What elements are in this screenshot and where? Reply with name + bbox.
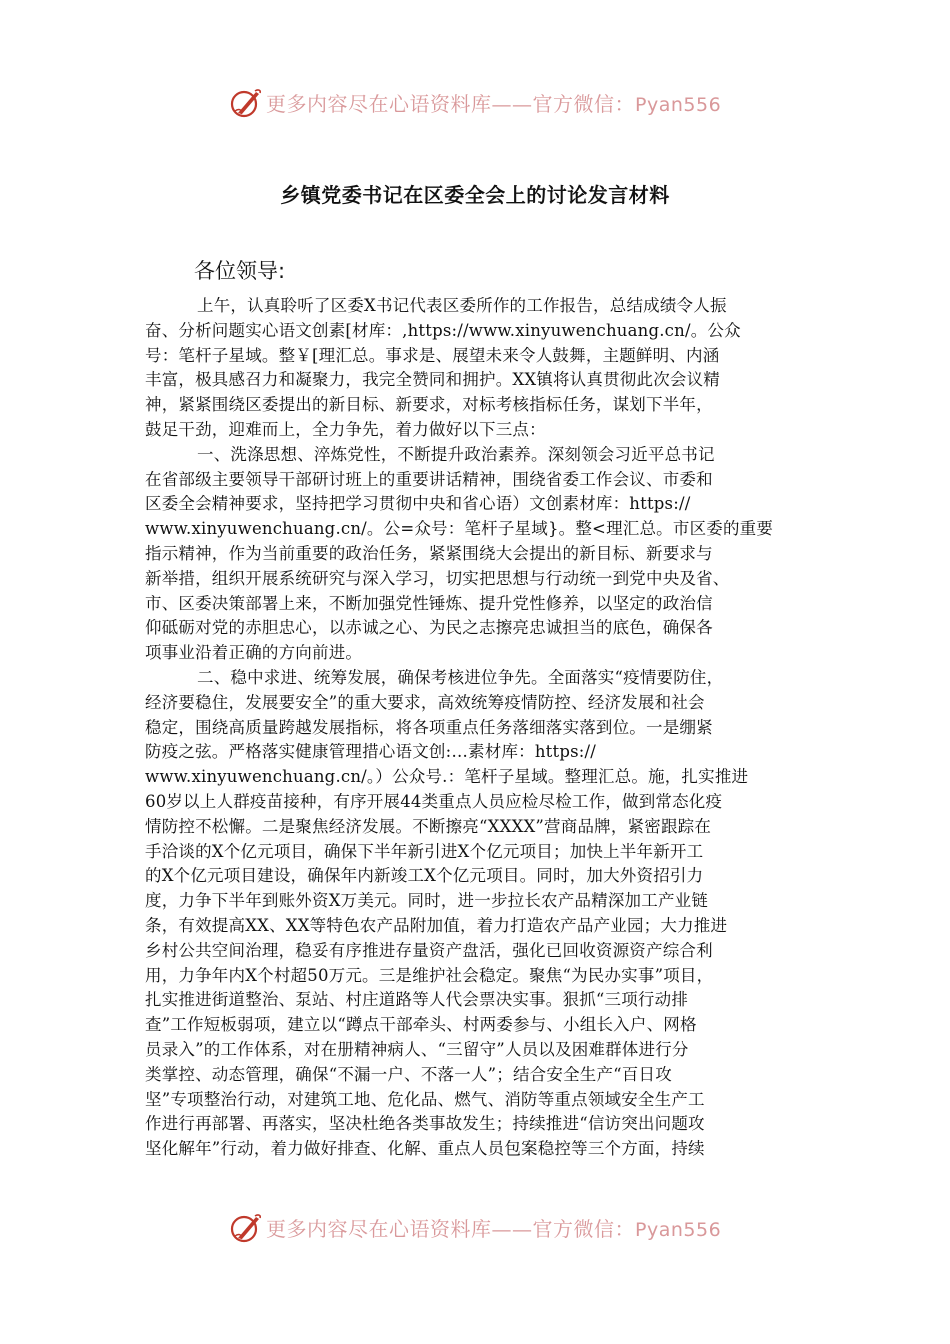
quill-pen-circle-icon <box>229 86 263 120</box>
footer-banner-wechat-label: 官方微信： <box>532 1217 635 1241</box>
body-line: 新举措，组织开展系统研究与深入学习，切实把思想与行动统一到党中央及省、 <box>145 568 730 588</box>
footer-banner <box>0 1209 950 1249</box>
body-line: 防疫之弦。严格落实健康管理措心语文创:…素材库：https:// <box>145 742 597 762</box>
body-line: 扎实推进街道整治、泵站、村庄道路等人代会票决实事。狠抓“三项行动排 <box>145 990 689 1010</box>
body-line: 60岁以上人群疫苗接种，有序开展44类重点人员应检尽检工作，做到常态化疫 <box>145 791 723 811</box>
document-body <box>145 294 809 1162</box>
footer-banner-wechat-id: Pyan556 <box>635 1219 722 1241</box>
footer-banner-text <box>266 1216 721 1243</box>
header-banner-separator: —— <box>491 92 533 116</box>
body-line: www.xinyuwenchuang.cn/。公=众号：笔杆子星域}。整<理汇总。市区委的重要 <box>145 519 774 539</box>
salutation: 各位领导: <box>194 259 286 283</box>
body-line: 神，紧紧围绕区委提出的新目标、新要求，对标考核指标任务，谋划下半年， <box>145 395 713 415</box>
body-line: 乡村公共空间治理，稳妥有序推进存量资产盘活，强化已回收资源资产综合利 <box>145 940 713 960</box>
footer-banner-separator: —— <box>491 1217 533 1241</box>
body-line: 号：笔杆子星域。整￥[理汇总。事求是、展望未来令人鼓舞，主题鲜明、内涵 <box>145 345 720 365</box>
body-line: 查”工作短板弱项，建立以“蹲点干部牵头、村两委参与、小组长入户、网格 <box>145 1015 697 1035</box>
body-line: www.xinyuwenchuang.cn/。）公众号.：笔杆子星域。整理汇总。施，扎实推进 <box>145 767 749 787</box>
body-line: 情防控不松懈。二是聚焦经济发展。不断擦亮“XXXX”营商品牌，紧密跟踪在 <box>145 816 712 836</box>
body-line: 丰富，极具感召力和凝聚力，我完全赞同和拥护。XX镇将认真贯彻此次会议精 <box>145 370 720 390</box>
body-line: 作进行再部署、再落实，坚决杜绝各类事故发生；持续推进“信访突出问题攻 <box>145 1114 705 1134</box>
document-title: 乡镇党委书记在区委全会上的讨论发言材料 <box>280 183 670 207</box>
body-line: 二、稳中求进、统筹发展，确保考核进位争先。全面落实“疫情要防住， <box>197 667 724 687</box>
header-banner <box>0 84 950 124</box>
body-line: 条，有效提高XX、XX等特色农产品附加值，着力打造农产品产业园；大力推进 <box>145 915 728 935</box>
body-line: 坚化解年”行动，着力做好排查、化解、重点人员包案稳控等三个方面，持续 <box>145 1139 705 1159</box>
body-line: 度，力争下半年到账外资X万美元。同时，进一步拉长农产品精深加工产业链 <box>145 891 709 911</box>
body-line: 手洽谈的X个亿元项目，确保下半年新引进X个亿元项目；加快上半年新开工 <box>145 841 704 861</box>
header-banner-slogan: 更多内容尽在心语资料库 <box>266 92 492 116</box>
body-line: 类掌控、动态管理，确保“不漏一户、不落一人”；结合安全生产“百日攻 <box>145 1064 672 1084</box>
body-line: 在省部级主要领导干部研讨班上的重要讲话精神，围绕省委工作会议、市委和 <box>145 469 713 489</box>
body-line: 坚”专项整治行动，对建筑工地、危化品、燃气、消防等重点领域安全生产工 <box>145 1089 705 1109</box>
quill-pen-circle-icon <box>229 1211 263 1245</box>
body-line: 一、洗涤思想、淬炼党性，不断提升政治素养。深刻领会习近平总书记 <box>197 444 715 464</box>
body-line: 上午，认真聆听了区委X书记代表区委所作的工作报告，总结成绩令人振 <box>197 296 727 315</box>
header-banner-wechat-id: Pyan556 <box>635 94 722 116</box>
body-line: 的X个亿元项目建设，确保年内新竣工X个亿元项目。同时，加大外资招引力 <box>145 866 704 886</box>
body-line: 市、区委决策部署上来，不断加强党性锤炼、提升党性修养，以坚定的政治信 <box>145 593 713 613</box>
footer-banner-slogan: 更多内容尽在心语资料库 <box>266 1217 492 1241</box>
body-line: 指示精神，作为当前重要的政治任务，紧紧围绕大会提出的新目标、新要求与 <box>145 543 713 563</box>
body-line: 区委全会精神要求，坚持把学习贯彻中央和省心语）文创素材库：https:// <box>145 494 691 514</box>
body-line: 稳定，围绕高质量跨越发展指标，将各项重点任务落细落实落到位。一是绷紧 <box>145 717 713 737</box>
body-line: 经济要稳住，发展要安全”的重大要求，高效统筹疫情防控、经济发展和社会 <box>145 692 705 712</box>
body-line: 用，力争年内X个村超50万元。三是维护社会稳定。聚焦“为民办实事”项目， <box>145 965 714 985</box>
header-banner-text <box>266 91 721 118</box>
header-banner-wechat-label: 官方微信： <box>532 92 635 116</box>
body-line: 项事业沿着正确的方向前进。 <box>145 643 363 663</box>
body-line: 员录入”的工作体系，对在册精神病人、“三留守”人员以及困难群体进行分 <box>145 1039 689 1059</box>
body-line: 鼓足干劲，迎难而上，全力争先，着力做好以下三点： <box>145 419 546 439</box>
body-line: 仰砥砺对党的赤胆忠心，以赤诚之心、为民之志擦亮忠诚担当的底色，确保各 <box>145 618 713 638</box>
body-line: 奋、分析问题实心语文创素[材库：,https://www.xinyuwenchuang.cn/。公众 <box>145 320 741 340</box>
